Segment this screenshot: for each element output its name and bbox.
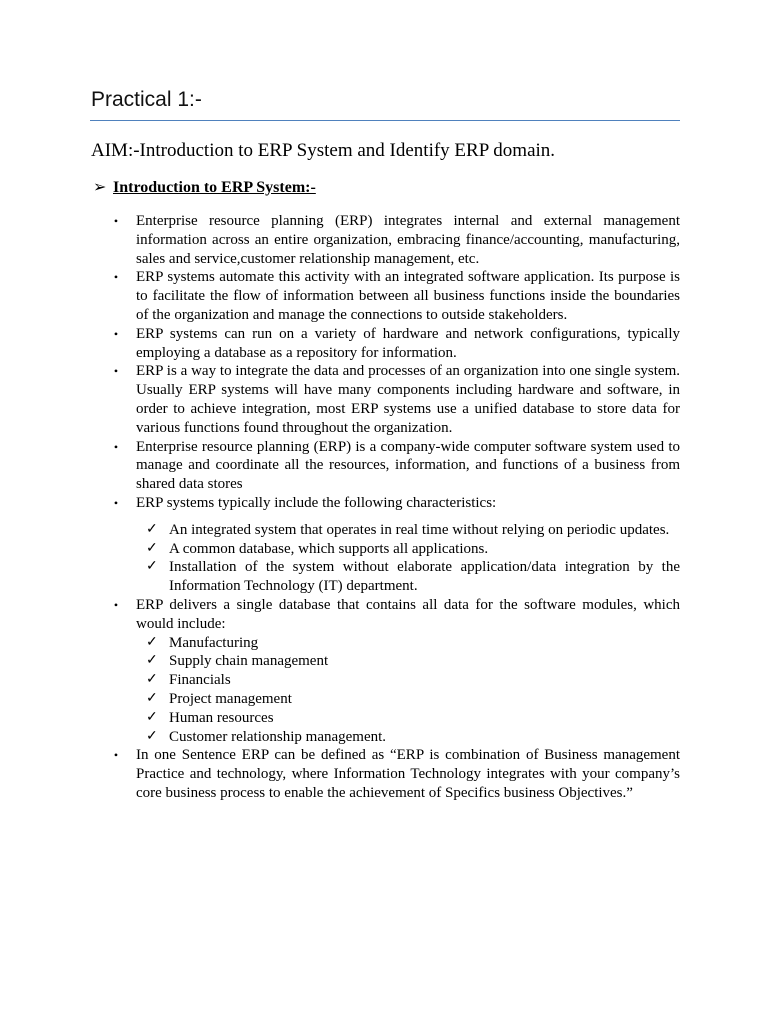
checkmark-icon: ✓: [146, 521, 158, 537]
modules-list: [136, 634, 680, 747]
module-name: Financials: [169, 672, 231, 689]
check-item-text: An integrated system that operates in real time without relying on periodic updates.: [169, 521, 670, 538]
check-item: [136, 652, 680, 671]
checkmark-icon: ✓: [146, 540, 158, 556]
list-item: [110, 212, 680, 268]
list-item: [110, 746, 680, 802]
check-item: [136, 728, 680, 747]
bullet-icon: •: [113, 495, 119, 510]
bullet-icon: •: [113, 439, 119, 454]
list-item-text: Enterprise resource planning (ERP) integrates internal and external management information across an entire organization, embracing finance/accounting, manufacturing, sales and service,customer relationship management, etc.: [136, 213, 680, 267]
check-item-text: Installation of the system without elaborate application/data integration by the Information Technology (IT) department.: [169, 559, 680, 595]
list-item-text: ERP is a way to integrate the data and processes of an organization into one single system. Usually ERP systems will have many components including hardware and software, in order to achieve integration, most ERP systems use a unified database to store data for various functions found throughout the organization.: [136, 363, 680, 436]
checkmark-icon: ✓: [146, 672, 158, 688]
section-heading-text: Introduction to ERP System:-: [113, 179, 316, 196]
module-name: Customer relationship management.: [169, 728, 387, 745]
check-item: [136, 709, 680, 728]
check-item: [136, 671, 680, 690]
bullet-icon: •: [113, 748, 119, 763]
bullet-list: [110, 212, 680, 803]
module-name: Project management: [169, 690, 292, 707]
list-item: [110, 325, 680, 363]
checkmark-icon: ✓: [146, 709, 158, 725]
list-item: [110, 362, 680, 437]
list-item-text: ERP systems can run on a variety of hardware and network configurations, typically employing a database as a repository for information.: [136, 325, 680, 361]
check-item: [136, 558, 680, 596]
checkmark-icon: ✓: [146, 653, 158, 669]
bullet-icon: •: [113, 326, 119, 341]
list-item-text: ERP delivers a single database that contains all data for the software modules, which would include:: [136, 596, 680, 632]
list-item: [110, 438, 680, 494]
page-title: Practical 1:-: [91, 88, 202, 111]
check-item: [136, 540, 680, 559]
bullet-icon: •: [113, 597, 119, 612]
section-heading: [93, 177, 316, 197]
module-name: Supply chain management: [169, 653, 329, 670]
check-item: [136, 521, 680, 540]
list-item: [110, 494, 680, 596]
checkmark-icon: ✓: [146, 559, 158, 575]
checkmark-icon: ✓: [146, 728, 158, 744]
bullet-icon: •: [113, 214, 119, 228]
list-item-text: ERP systems typically include the following characteristics:: [136, 494, 497, 511]
list-item: [110, 596, 680, 746]
list-item-text: In one Sentence ERP can be defined as “ERP is combination of Business management Practice and technology, where Information Technology integrates with your company’s core business process to enable the achievement of Specifics business Objectives.”: [136, 747, 680, 801]
bullet-icon: •: [113, 270, 119, 285]
bullet-icon: •: [113, 364, 119, 379]
checkmark-icon: ✓: [146, 690, 158, 706]
check-item: [136, 634, 680, 653]
arrow-bullet-icon: ➢: [93, 179, 107, 196]
list-item: [110, 268, 680, 324]
list-item-text: ERP systems automate this activity with an integrated software application. Its purpose is to facilitate the flow of information between all business functions inside the boundaries of the organization and manage the connections to outside stakeholders.: [136, 269, 680, 323]
list-item-text: Enterprise resource planning (ERP) is a company-wide computer software system used to manage and coordinate all the resources, information, and functions of a business from shared data stores: [136, 438, 680, 493]
aim-statement: AIM:-Introduction to ERP System and Identify ERP domain.: [91, 140, 556, 161]
module-name: Manufacturing: [169, 634, 259, 651]
check-item: [136, 690, 680, 709]
checkmark-icon: ✓: [146, 634, 158, 650]
title-underline-divider: [90, 120, 680, 121]
characteristics-list: [136, 521, 680, 596]
module-name: Human resources: [169, 709, 274, 726]
check-item-text: A common database, which supports all applications.: [169, 540, 489, 557]
